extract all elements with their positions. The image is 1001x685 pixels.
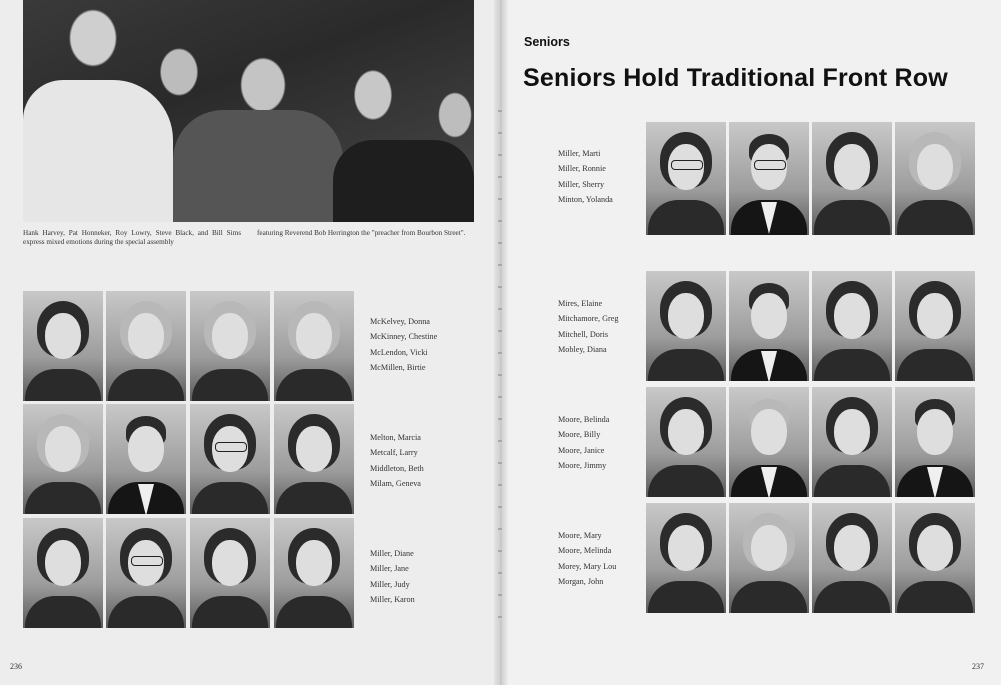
name-list <box>370 314 437 375</box>
student-name: Moore, Jimmy <box>558 460 607 470</box>
student-name: Minton, Yolanda <box>558 194 613 204</box>
student-name: McKelvey, Donna <box>370 317 430 326</box>
student-name: Mitchell, Doris <box>558 329 609 339</box>
student-name: Moore, Janice <box>558 445 605 455</box>
portrait-photo <box>895 503 975 613</box>
portrait-photo <box>812 503 892 613</box>
portrait-photo <box>274 518 354 628</box>
portrait-photo <box>23 291 103 401</box>
portrait-photo <box>274 291 354 401</box>
portrait-photo <box>646 387 726 497</box>
student-name: Miller, Ronnie <box>558 164 606 174</box>
portrait-photo <box>190 291 270 401</box>
portrait-photo <box>646 122 726 235</box>
student-name: Miller, Sherry <box>558 179 605 189</box>
student-name: McLendon, Vicki <box>370 347 428 357</box>
name-list <box>558 412 609 473</box>
student-name: Miller, Diane <box>370 549 414 558</box>
student-name: Moore, Belinda <box>558 415 610 424</box>
portrait-photo <box>23 404 103 514</box>
name-list <box>558 528 616 589</box>
portrait-photo <box>729 122 809 235</box>
portrait-photo <box>646 503 726 613</box>
student-name: McMillen, Birtie <box>370 362 426 372</box>
portrait-photo <box>812 122 892 235</box>
portrait-photo <box>895 122 975 235</box>
student-name: Miller, Jane <box>370 564 409 574</box>
student-name: Mires, Elaine <box>558 299 603 308</box>
student-name: Moore, Mary <box>558 531 602 540</box>
name-list <box>370 430 424 491</box>
portrait-photo <box>106 291 186 401</box>
student-name: Morgan, John <box>558 576 604 586</box>
portrait-photo <box>729 271 809 381</box>
candid-caption-right: featuring Reverend Bob Herrington the "preacher from Bourbon Street". <box>257 229 466 237</box>
portrait-photo <box>729 503 809 613</box>
student-name: Moore, Billy <box>558 430 601 440</box>
binding-holes <box>498 110 502 630</box>
name-list <box>558 296 618 357</box>
portrait-photo <box>190 404 270 514</box>
portrait-photo <box>106 518 186 628</box>
name-list <box>370 546 415 607</box>
student-name: Melton, Marcia <box>370 433 421 442</box>
student-name: Miller, Marti <box>558 149 601 158</box>
student-name: Moore, Melinda <box>558 546 612 556</box>
portrait-photo <box>646 271 726 381</box>
portrait-photo <box>106 404 186 514</box>
candid-group-photo <box>23 0 474 222</box>
student-name: Metcalf, Larry <box>370 448 418 458</box>
student-name: McKinney, Chestine <box>370 332 438 342</box>
student-name: Middleton, Beth <box>370 463 424 473</box>
student-name: Morey, Mary Lou <box>558 561 617 571</box>
portrait-photo <box>274 404 354 514</box>
portrait-photo <box>812 271 892 381</box>
student-name: Miller, Karon <box>370 594 415 604</box>
student-name: Mobley, Diana <box>558 344 607 354</box>
portrait-photo <box>190 518 270 628</box>
candid-caption-left: Hank Harvey, Pat Honneker, Roy Lowry, Steve Black, and Bill Sims express mixed emotions during the special assembly <box>23 229 241 246</box>
portrait-photo <box>812 387 892 497</box>
student-name: Mitchamore, Greg <box>558 314 619 324</box>
name-list <box>558 146 613 207</box>
page-number-right: 237 <box>972 662 984 671</box>
portrait-photo <box>895 271 975 381</box>
student-name: Milam, Geneva <box>370 478 421 488</box>
page-number-left: 236 <box>10 662 22 671</box>
portrait-photo <box>895 387 975 497</box>
portrait-photo <box>23 518 103 628</box>
portrait-photo <box>729 387 809 497</box>
student-name: Miller, Judy <box>370 579 410 589</box>
section-label: Seniors <box>524 35 570 49</box>
page-headline: Seniors Hold Traditional Front Row <box>523 64 948 92</box>
